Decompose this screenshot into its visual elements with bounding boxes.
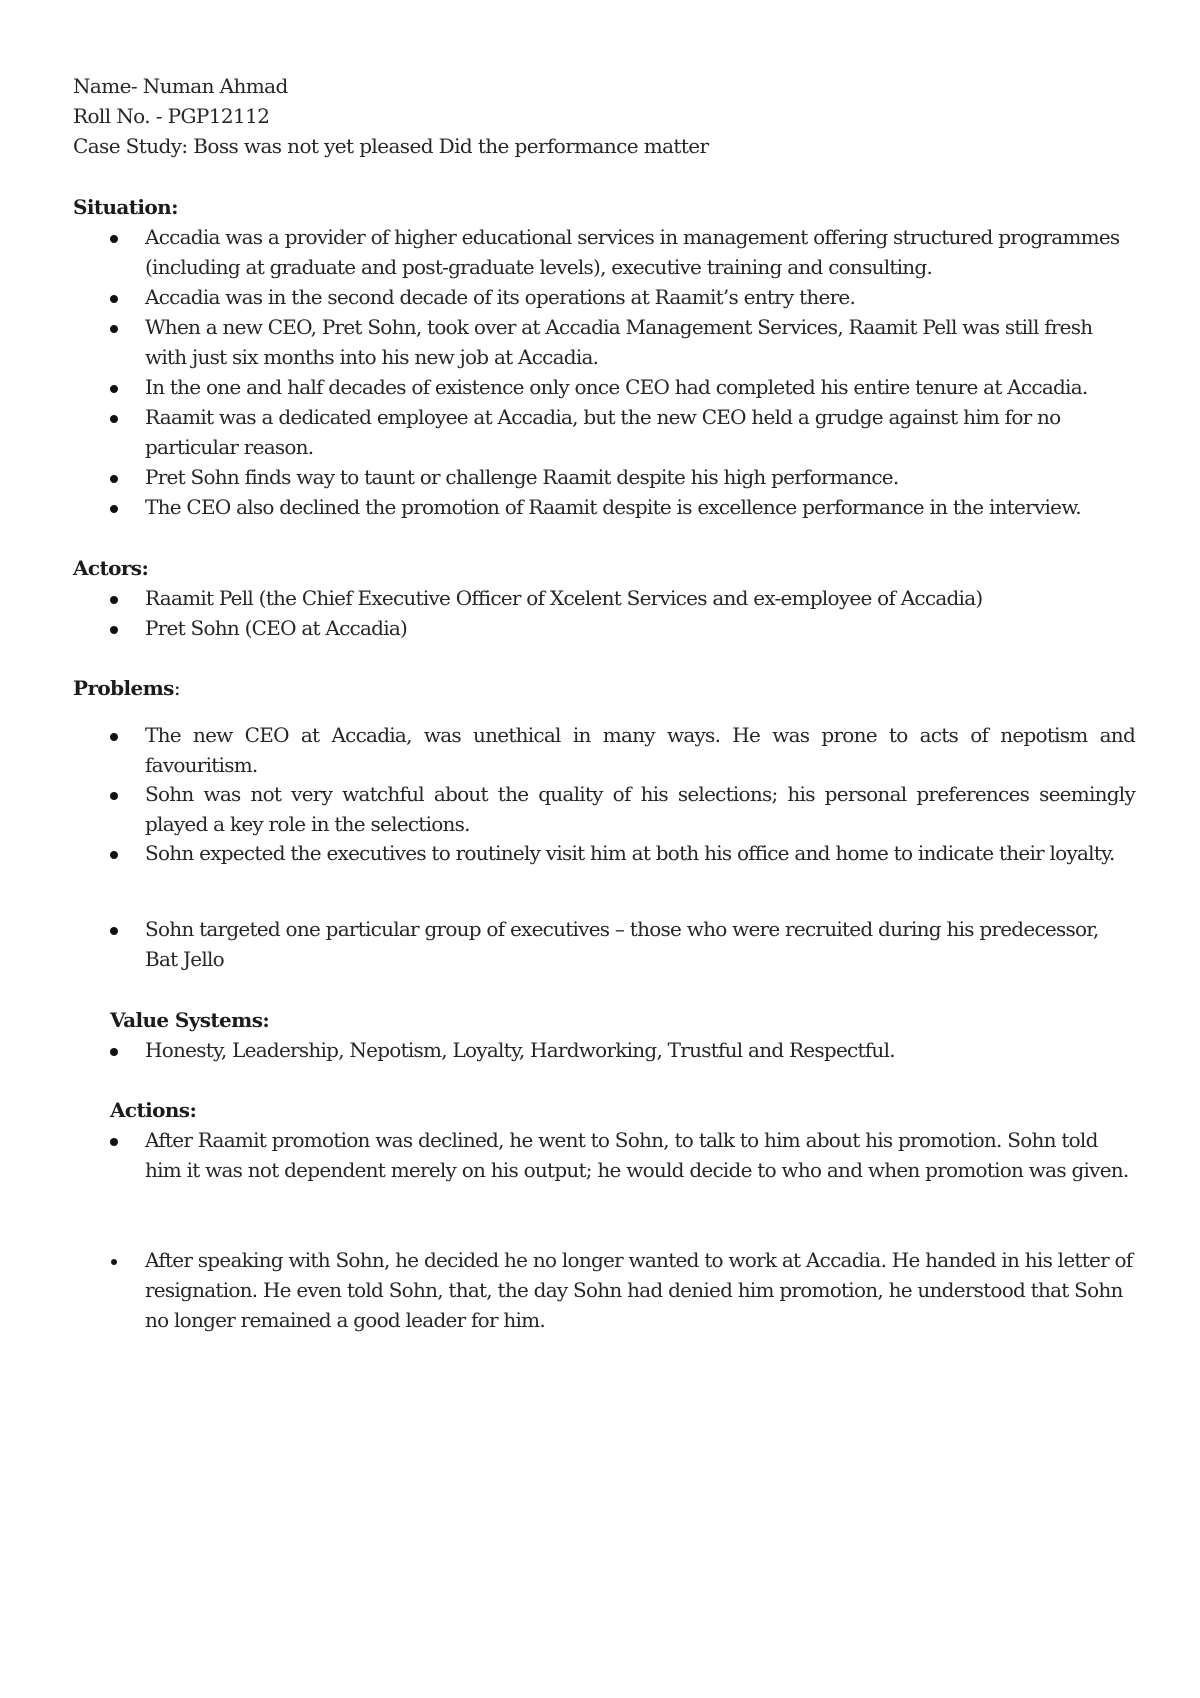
list-item-text: The CEO also declined the promotion of Raamit despite is excellence performance in the interview.: [145, 495, 1081, 519]
list-item-text: Sohn was not very watchful about the quality of his selections; his personal preferences seemingly played a key role in the selections.: [145, 782, 1135, 836]
bullet-icon: [110, 385, 118, 393]
bullet-icon: [110, 505, 118, 513]
bullet-icon: [110, 295, 118, 303]
problems-heading: [73, 673, 180, 703]
actors-heading: Actors:: [73, 556, 149, 580]
actions-heading: Actions:: [110, 1098, 197, 1122]
list-item-text: Accadia was a provider of higher educational services in management offering structured programmes (including at graduate and post-graduate levels), executive training and consulting.: [145, 225, 1120, 279]
list-item-text: After speaking with Sohn, he decided he no longer wanted to work at Accadia. He handed in his letter of resignation. He even told Sohn, that, the day Sohn had denied him promotion, he understood that Sohn no longer remained a good leader for him.: [145, 1248, 1133, 1332]
list-item-text: Pret Sohn (CEO at Accadia): [145, 616, 408, 640]
bullet-icon: [110, 235, 118, 243]
bullet-icon: [110, 792, 118, 800]
problems-heading-text: Problems: [73, 676, 174, 700]
list-item-text: The new CEO at Accadia, was unethical in many ways. He was prone to acts of nepotism and favouritism.: [145, 723, 1135, 777]
bullet-icon: [110, 626, 118, 634]
bullet-icon: [110, 415, 118, 423]
bullet-icon: [110, 1048, 118, 1056]
situation-heading: Situation:: [73, 195, 178, 219]
list-item-text: Sohn targeted one particular group of executives – those who were recruited during his predecessor, Bat Jello: [145, 917, 1099, 971]
bullet-icon: [110, 851, 118, 859]
bullet-icon: [110, 733, 118, 741]
list-item-text: Raamit Pell (the Chief Executive Officer of Xcelent Services and ex-employee of Accadia): [145, 586, 983, 610]
problems-heading-colon: :: [173, 676, 180, 700]
list-item-text: When a new CEO, Pret Sohn, took over at Accadia Management Services, Raamit Pell was still fresh with just six months into his new job at Accadia.: [145, 315, 1093, 369]
list-item-text: Pret Sohn finds way to taunt or challenge Raamit despite his high performance.: [145, 465, 899, 489]
bullet-icon: [110, 596, 118, 604]
roll-number-line: Roll No. - PGP12112: [73, 104, 270, 128]
list-item-text: Raamit was a dedicated employee at Accadia, but the new CEO held a grudge against him for no particular reason.: [145, 405, 1061, 459]
bullet-icon: [110, 1138, 118, 1146]
case-study-title-line: Case Study: Boss was not yet pleased Did the performance matter: [73, 134, 709, 158]
student-name-line: Name- Numan Ahmad: [73, 74, 288, 98]
bullet-icon: [110, 325, 118, 333]
list-item-text: Sohn expected the executives to routinely visit him at both his office and home to indicate their loyalty.: [145, 841, 1115, 865]
list-item-text: Accadia was in the second decade of its operations at Raamit’s entry there.: [145, 285, 856, 309]
bullet-icon: [111, 1259, 117, 1265]
value-systems-heading: Value Systems:: [110, 1008, 270, 1032]
bullet-icon: [110, 927, 118, 935]
bullet-icon: [110, 475, 118, 483]
list-item-text: After Raamit promotion was declined, he went to Sohn, to talk to him about his promotion. Sohn told him it was not dependent merely on his output; he would decide to who and when promotion was given.: [145, 1128, 1129, 1182]
list-item-text: In the one and half decades of existence only once CEO had completed his entire tenure at Accadia.: [145, 375, 1088, 399]
list-item-text: Honesty, Leadership, Nepotism, Loyalty, Hardworking, Trustful and Respectful.: [145, 1038, 895, 1062]
